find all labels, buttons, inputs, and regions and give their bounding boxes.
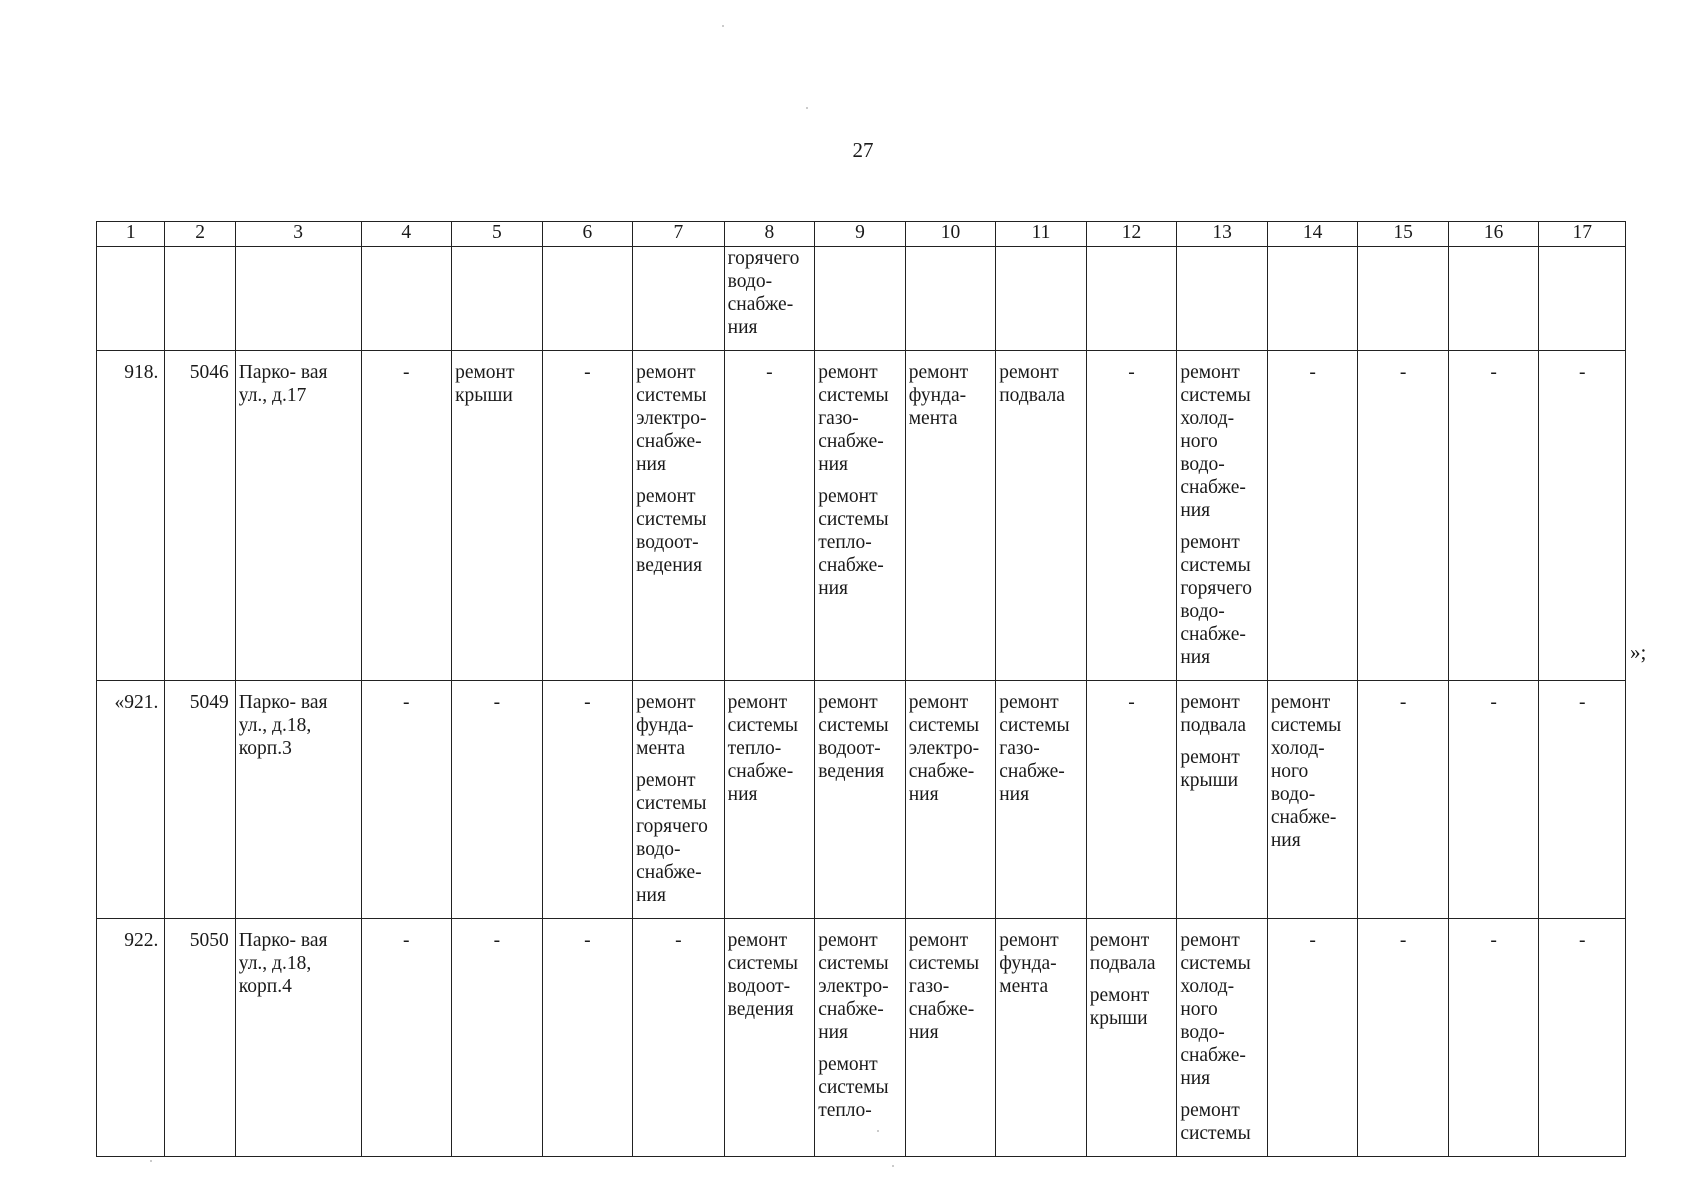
page-number: 27 bbox=[852, 138, 874, 162]
empty-dash-cell bbox=[1267, 919, 1358, 1157]
cell-text: ремонт системы холод- ного водо- снабже- ния bbox=[1180, 362, 1251, 521]
building-code-cell bbox=[165, 919, 235, 1157]
cell-text: Парко- вая ул., д.18, корп.3 bbox=[238, 692, 328, 759]
repair-work-cell bbox=[724, 247, 815, 351]
column-number-header: 14 bbox=[1267, 222, 1358, 247]
empty-dash-cell bbox=[1086, 681, 1177, 919]
blank-cell bbox=[452, 247, 543, 351]
cell-text: - bbox=[1578, 930, 1586, 951]
column-number-header: 12 bbox=[1086, 222, 1177, 247]
empty-dash-cell bbox=[1448, 681, 1539, 919]
column-number-header: 10 bbox=[905, 222, 996, 247]
cell-text: ремонт системы холод- ного водо- снабже- ния bbox=[1180, 930, 1251, 1089]
empty-dash-cell bbox=[452, 919, 543, 1157]
blank-cell bbox=[1267, 247, 1358, 351]
column-number-header: 4 bbox=[361, 222, 452, 247]
repair-work-cell bbox=[1177, 681, 1268, 919]
blank-cell bbox=[1358, 247, 1449, 351]
building-code-cell bbox=[165, 351, 235, 681]
cell-text: - bbox=[1309, 930, 1316, 951]
repair-work-cell bbox=[815, 919, 906, 1157]
cell-text: ремонт крыши bbox=[455, 362, 515, 406]
cell-text: горячего водо- снабже- ния bbox=[727, 248, 800, 338]
cell-text: ремонт системы газо- снабже- ния bbox=[908, 930, 980, 1043]
column-number-header: 15 bbox=[1358, 222, 1449, 247]
cell-text: - bbox=[1490, 692, 1497, 713]
scan-speck bbox=[806, 107, 808, 109]
empty-dash-cell bbox=[633, 919, 725, 1157]
cell-text: - bbox=[1578, 692, 1586, 713]
empty-dash-cell bbox=[542, 681, 633, 919]
column-number-header: 2 bbox=[165, 222, 235, 247]
column-number-header: 7 bbox=[633, 222, 725, 247]
column-number-header: 11 bbox=[996, 222, 1087, 247]
cell-text: ремонт системы тепло- снабже- ния bbox=[818, 486, 889, 599]
cell-text: Парко- вая ул., д.18, корп.4 bbox=[238, 930, 328, 997]
table-row bbox=[97, 681, 1626, 919]
column-number-header: 3 bbox=[235, 222, 361, 247]
empty-dash-cell bbox=[542, 351, 633, 681]
building-code-cell bbox=[165, 681, 235, 919]
column-number-header: 6 bbox=[542, 222, 633, 247]
cell-text: ремонт фунда- мента bbox=[908, 362, 969, 429]
cell-text: ремонт фунда- мента bbox=[999, 930, 1059, 997]
cell-text: 922. bbox=[124, 930, 159, 951]
blank-cell bbox=[361, 247, 452, 351]
blank-cell bbox=[905, 247, 996, 351]
cell-text: - bbox=[584, 930, 591, 951]
cell-text: - bbox=[1399, 930, 1407, 951]
cell-text: ремонт подвала bbox=[1089, 930, 1156, 974]
blank-cell bbox=[815, 247, 906, 351]
repair-work-cell bbox=[815, 681, 906, 919]
repair-work-cell bbox=[452, 351, 543, 681]
address-cell bbox=[235, 919, 361, 1157]
repair-schedule-table bbox=[96, 221, 1626, 1157]
repair-work-cell bbox=[1267, 681, 1358, 919]
blank-cell bbox=[97, 247, 165, 351]
table-row bbox=[97, 919, 1626, 1157]
address-cell bbox=[235, 351, 361, 681]
table-row bbox=[97, 351, 1626, 681]
row-number-cell bbox=[97, 919, 165, 1157]
address-cell bbox=[235, 681, 361, 919]
column-number-header: 8 bbox=[724, 222, 815, 247]
cell-text: 918. bbox=[124, 362, 159, 383]
cell-text: ремонт крыши bbox=[1180, 747, 1240, 791]
cell-text: ремонт системы газо- снабже- ния bbox=[818, 362, 889, 475]
empty-dash-cell bbox=[1539, 919, 1626, 1157]
cell-text: ремонт крыши bbox=[1089, 985, 1150, 1029]
empty-dash-cell bbox=[1358, 351, 1449, 681]
cell-text: ремонт системы тепло- bbox=[818, 1054, 889, 1121]
repair-work-cell bbox=[996, 919, 1087, 1157]
cell-text: - bbox=[1399, 362, 1407, 383]
cell-text: ремонт системы холод- ного водо- снабже- ния bbox=[1270, 692, 1342, 851]
cell-text: - bbox=[1578, 362, 1586, 383]
empty-dash-cell bbox=[361, 919, 452, 1157]
empty-dash-cell bbox=[1358, 919, 1449, 1157]
cell-text: ремонт системы электро- снабже- ния bbox=[636, 362, 707, 475]
blank-cell bbox=[542, 247, 633, 351]
column-number-header: 17 bbox=[1539, 222, 1626, 247]
empty-dash-cell bbox=[452, 681, 543, 919]
cell-text: - bbox=[493, 930, 501, 951]
empty-dash-cell bbox=[361, 351, 452, 681]
repair-work-cell bbox=[996, 681, 1087, 919]
cell-text: ремонт подвала bbox=[1180, 692, 1247, 736]
repair-work-cell bbox=[724, 681, 815, 919]
column-number-header: 13 bbox=[1177, 222, 1268, 247]
cell-text: ремонт системы водоот- ведения bbox=[818, 692, 889, 782]
empty-dash-cell bbox=[361, 681, 452, 919]
cell-text: ремонт системы водоот- ведения bbox=[636, 486, 707, 576]
cell-text: Парко- вая ул., д.17 bbox=[238, 362, 328, 406]
cell-text: ремонт системы bbox=[1180, 1100, 1251, 1144]
cell-text: ремонт системы газо- снабже- ния bbox=[999, 692, 1070, 805]
cell-text: ремонт системы электро- снабже- ния bbox=[908, 692, 980, 805]
empty-dash-cell bbox=[1539, 351, 1626, 681]
empty-dash-cell bbox=[1086, 351, 1177, 681]
cell-text: - bbox=[675, 930, 682, 951]
column-number-header: 9 bbox=[815, 222, 906, 247]
cell-text: - bbox=[1128, 362, 1135, 383]
cell-text: ремонт системы горячего водо- снабже- ния bbox=[636, 770, 708, 906]
cell-text: - bbox=[403, 930, 410, 951]
cell-text: - bbox=[493, 692, 501, 713]
column-number-header: 1 bbox=[97, 222, 165, 247]
cell-text: 5049 bbox=[189, 692, 229, 713]
continuation-row bbox=[97, 247, 1626, 351]
cell-text: - bbox=[403, 692, 410, 713]
blank-cell bbox=[996, 247, 1087, 351]
cell-text: - bbox=[1399, 692, 1407, 713]
cell-text: ремонт системы горячего водо- снабже- ния bbox=[1180, 532, 1253, 668]
repair-work-cell bbox=[905, 351, 996, 681]
cell-text: ремонт системы электро- снабже- ния bbox=[818, 930, 889, 1043]
blank-cell bbox=[633, 247, 725, 351]
row-number-cell bbox=[97, 681, 165, 919]
blank-cell bbox=[165, 247, 235, 351]
cell-text: ремонт системы водоот- ведения bbox=[727, 930, 799, 1020]
scan-speck bbox=[722, 25, 724, 27]
cell-text: - bbox=[1490, 930, 1497, 951]
row-number-cell bbox=[97, 351, 165, 681]
empty-dash-cell bbox=[1358, 681, 1449, 919]
cell-text: - bbox=[1309, 362, 1316, 383]
scan-speck bbox=[877, 1130, 879, 1132]
cell-text: - bbox=[403, 362, 410, 383]
empty-dash-cell bbox=[1267, 351, 1358, 681]
closing-quote-mark: »; bbox=[1630, 640, 1647, 664]
repair-work-cell bbox=[905, 919, 996, 1157]
cell-text: ремонт системы тепло- снабже- ния bbox=[727, 692, 799, 805]
repair-work-cell bbox=[1086, 919, 1177, 1157]
repair-work-cell bbox=[724, 919, 815, 1157]
cell-text: - bbox=[584, 362, 591, 383]
cell-text: 5050 bbox=[189, 930, 229, 951]
cell-text: «921. bbox=[114, 692, 159, 713]
repair-work-cell bbox=[996, 351, 1087, 681]
empty-dash-cell bbox=[1539, 681, 1626, 919]
empty-dash-cell bbox=[724, 351, 815, 681]
blank-cell bbox=[1539, 247, 1626, 351]
cell-text: - bbox=[584, 692, 591, 713]
repair-work-cell bbox=[815, 351, 906, 681]
repair-work-cell bbox=[1177, 919, 1268, 1157]
blank-cell bbox=[1086, 247, 1177, 351]
column-number-header: 5 bbox=[452, 222, 543, 247]
repair-work-cell bbox=[633, 681, 725, 919]
cell-text: 5046 bbox=[189, 362, 229, 383]
cell-text: ремонт фунда- мента bbox=[636, 692, 696, 759]
repair-work-cell bbox=[633, 351, 725, 681]
empty-dash-cell bbox=[1448, 351, 1539, 681]
blank-cell bbox=[1448, 247, 1539, 351]
blank-cell bbox=[235, 247, 361, 351]
repair-work-cell bbox=[1177, 351, 1268, 681]
scan-speck bbox=[150, 1160, 152, 1162]
cell-text: ремонт подвала bbox=[999, 362, 1065, 406]
cell-text: - bbox=[1490, 362, 1497, 383]
cell-text: - bbox=[1128, 692, 1135, 713]
blank-cell bbox=[1177, 247, 1268, 351]
cell-text: - bbox=[766, 362, 773, 383]
repair-work-cell bbox=[905, 681, 996, 919]
column-number-header-row bbox=[97, 222, 1626, 247]
empty-dash-cell bbox=[1448, 919, 1539, 1157]
column-number-header: 16 bbox=[1448, 222, 1539, 247]
scan-speck bbox=[892, 1165, 894, 1167]
empty-dash-cell bbox=[542, 919, 633, 1157]
